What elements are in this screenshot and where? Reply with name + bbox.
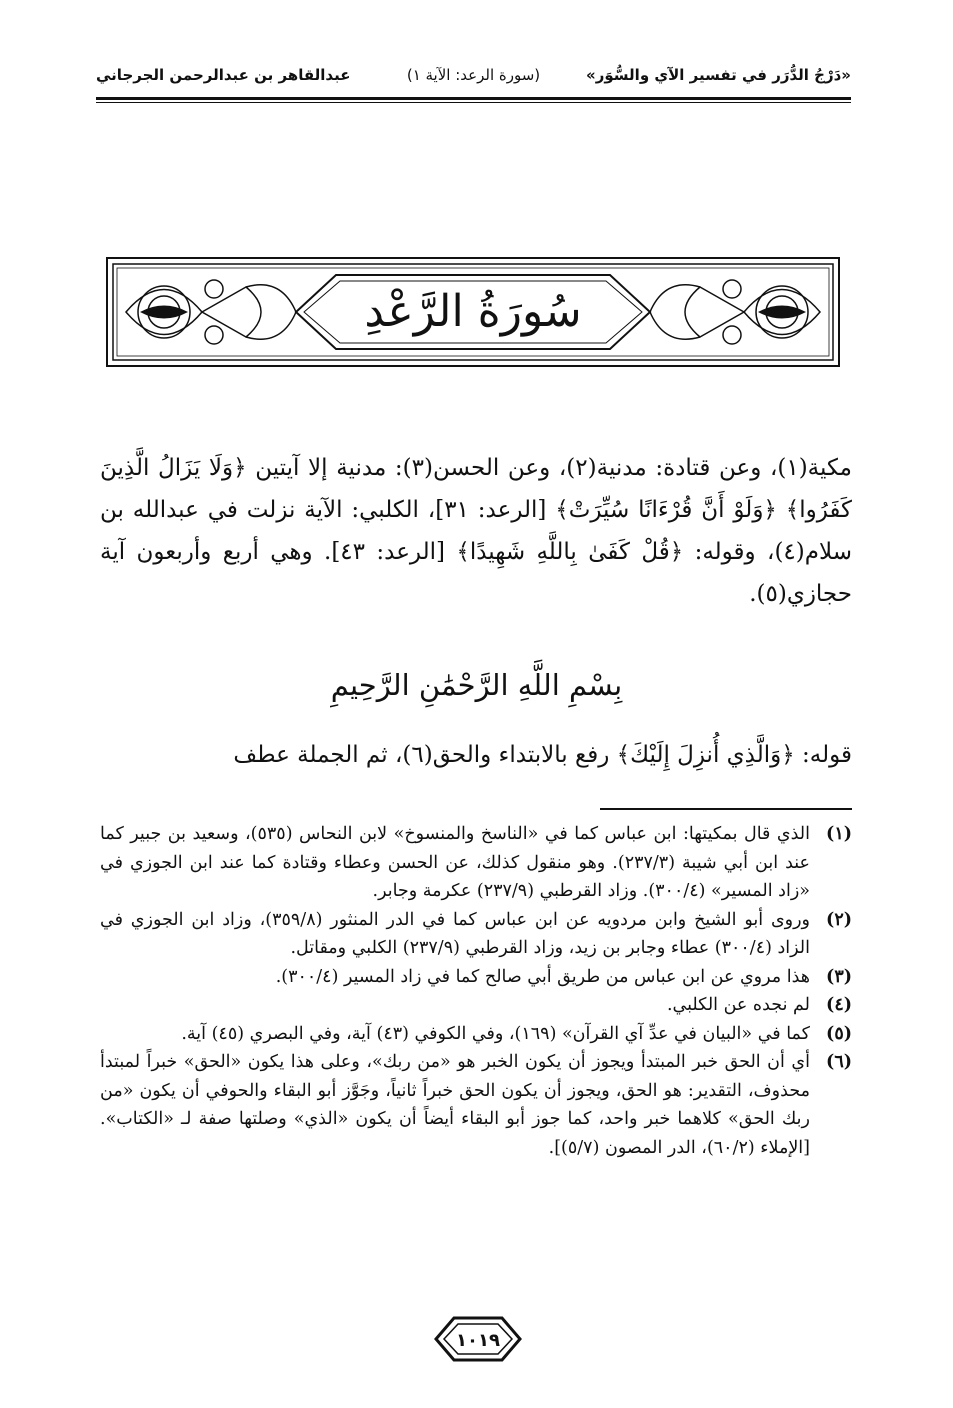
intro-paragraph: مكية(١)، وعن قتادة: مدنية(٢)، وعن الحسن(٣): مدنية إلا آيتين ﴿وَلَا يَزَالُ الَّذِينَ كَفَرُوا﴾ ﴿وَلَوْ أَنَّ قُرْءَانًا سُيِّرَتْ﴾ [الرعد: ٣١]، الكلبي: الآية نزلت في عبدالله بن سلام(٤)، وقوله: ﴿قُلْ كَفَىٰ بِاللَّهِ شَهِيدًا﴾ [الرعد: ٤٣]. وهي أربع وأربعون آية حجازي(٥). bbox=[100, 455, 853, 607]
surah-title: سُورَةُ الرَّعْدِ bbox=[364, 286, 582, 337]
footnote-number: (٦) bbox=[826, 1052, 852, 1072]
page-number-frame bbox=[432, 1314, 524, 1364]
book-title: «دَرْجُ الدُّرَر في تفسير الآي والسُّوَر» bbox=[586, 66, 851, 84]
footnote-number: (٣) bbox=[826, 966, 852, 987]
page-number-badge bbox=[432, 1314, 524, 1364]
footnote-number: (٤) bbox=[826, 995, 852, 1015]
bismillah: بِسْمِ اللَّهِ الرَّحْمَٰنِ الرَّحِيمِ bbox=[330, 668, 623, 702]
footnote-text: أي أن الحق خبر المبتدأ ويجوز أن يكون الخبر هو «من ربك»، وعلى هذا يكون «الحق» خبراً لمبتدأ محذوف، التقدير: هو الحق، ويجوز أن يكون الحق خبراً ثانياً، وجَوَّز أبو البقاء والحوفي أن يكون «من ربك الحق» كلاهما خبر واحد، كما جوز أبو البقاء أيضاً أن يكون «الذي» وصلتها صفة لـ «الكتاب». [الإملاء (٦٠/٢)، الدر المصون (٥/٧)]. bbox=[100, 1052, 810, 1158]
author-name: عبدالقاهر بن عبدالرحمن الجرجاني bbox=[96, 66, 351, 84]
footnote-text: الذي قال بمكيتها: ابن عباس كما في «الناسخ والمنسوخ» لابن النحاس (٥٣٥)، وسعيد بن جبير كما عند ابن أبي شيبة (٢٣٧/٣). وهو منقول كذلك، عن الحسن وعطاء وقتادة كما عند ابن الجوزي في «زاد المسير» (٣٠٠/٤). وزاد القرطبي (٢٣٧/٩) عكرمة وجابر. bbox=[100, 824, 811, 901]
header-rule bbox=[96, 97, 851, 103]
footnote-separator bbox=[600, 808, 852, 810]
surah-banner bbox=[106, 257, 840, 367]
footnote-text: كما في «البيان في عدِّ آي القرآن» (١٦٩)، وفي الكوفي (٤٣) آية، وفي البصري (٤٥) آية. bbox=[181, 1023, 810, 1044]
footnote bbox=[100, 991, 852, 1020]
section-label: (سورة الرعد: الآية ١) bbox=[406, 66, 541, 84]
verse-commentary: قوله: ﴿وَالَّذِي أُنزِلَ إِلَيْكَ﴾ رفع بالابتداء والحق(٦)، ثم الجملة عطف bbox=[233, 742, 852, 768]
footnote bbox=[100, 906, 852, 963]
footnote bbox=[100, 1048, 852, 1162]
footnote bbox=[100, 1020, 852, 1049]
footnote-number: (١) bbox=[826, 824, 852, 844]
footnote-text: لم نجده عن الكلبي. bbox=[666, 995, 810, 1015]
footnote-text: هذا مروي عن ابن عباس من طريق أبي صالح كما في زاد المسير (٣٠٠/٤). bbox=[275, 966, 810, 987]
footnote bbox=[100, 963, 852, 992]
footnote-number: (٥) bbox=[826, 1023, 852, 1044]
footnote-text: وروى أبو الشيخ وابن مردويه عن ابن عباس كما في الدر المنثور (٣٥٩/٨)، وزاد ابن الجوزي في الزاد (٣٠٠/٤) عطاء وجابر بن زيد، وزاد القرطبي (٢٣٧/٩) الكلبي ومقاتل. bbox=[100, 909, 810, 958]
footnotes bbox=[100, 820, 852, 1162]
running-header bbox=[96, 58, 851, 94]
page-number: ١٠١٩ bbox=[456, 1330, 500, 1351]
footnote bbox=[100, 820, 852, 906]
footnote-number: (٢) bbox=[826, 909, 852, 930]
